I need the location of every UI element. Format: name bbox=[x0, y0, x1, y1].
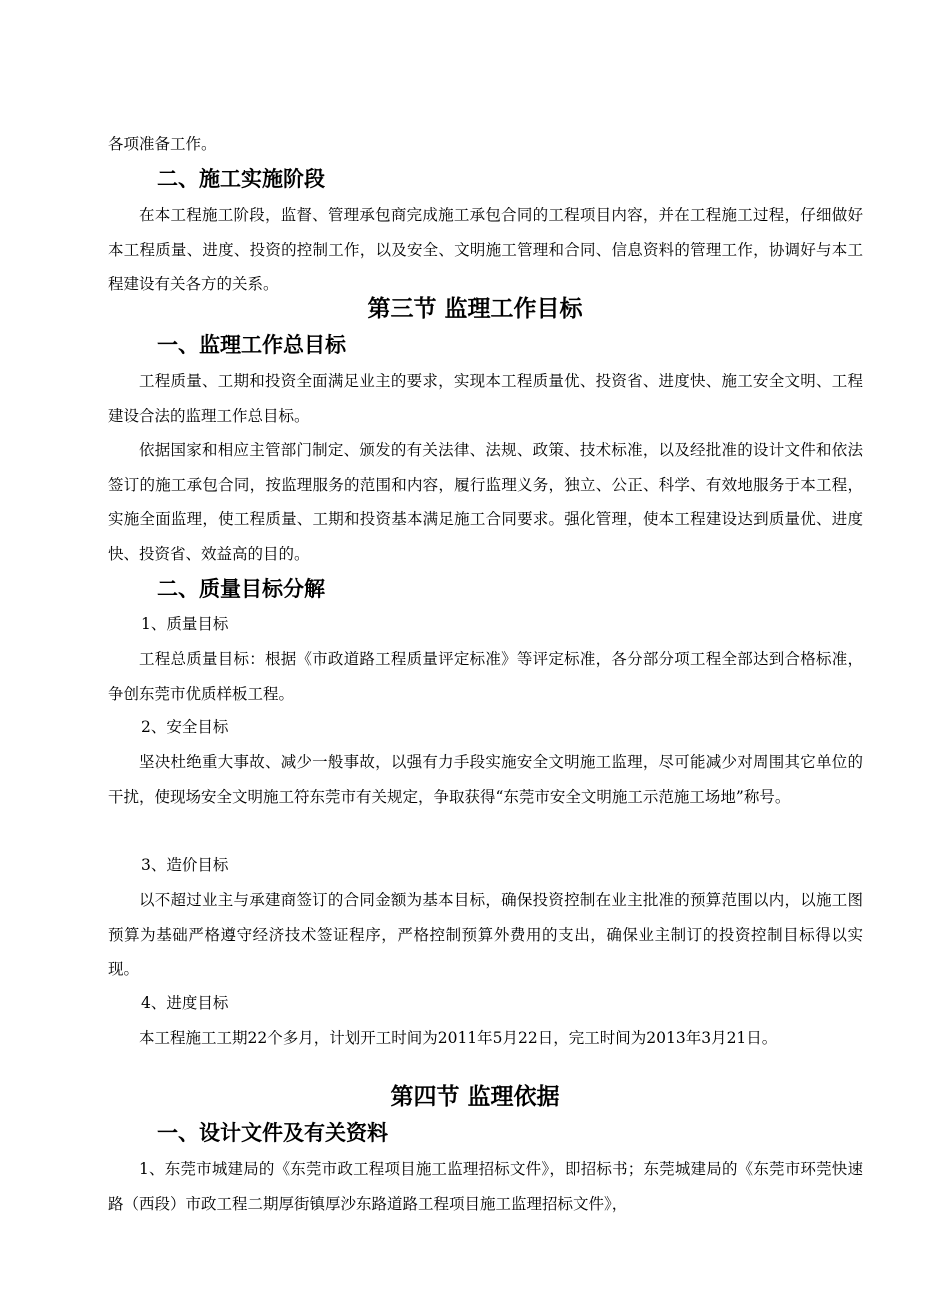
paragraph-quality-goal: 工程总质量目标：根据《市政道路工程质量评定标准》等评定标准，各分部分项工程全部达到合格标准，争创东莞市优质样板工程。 bbox=[108, 650, 863, 703]
item-quality-goal: 1、质量目标 bbox=[141, 615, 229, 633]
item-safety-goal: 2、安全目标 bbox=[141, 718, 229, 736]
paragraph-prep-work: 各项准备工作。 bbox=[108, 135, 217, 153]
paragraph-design-documents: 1、东莞市城建局的《东莞市政工程项目施工监理招标文件》，即招标书；东莞城建局的《东莞市环莞快速路（西段）市政工程二期厚街镇厚沙东路道路工程项目施工监理招标文件》， bbox=[108, 1160, 863, 1213]
item-cost-goal: 3、造价目标 bbox=[141, 856, 229, 874]
section-title-3: 第三节 监理工作目标 bbox=[367, 296, 583, 322]
paragraph-schedule-goal: 本工程施工工期22个多月，计划开工时间为2011年5月22日，完工时间为2013年3月21日。 bbox=[139, 1029, 778, 1047]
paragraph-total-goal-1: 工程质量、工期和投资全面满足业主的要求，实现本工程质量优、投资省、进度快、施工安全文明、工程建设合法的监理工作总目标。 bbox=[108, 372, 863, 425]
section-title-4: 第四节 监理依据 bbox=[390, 1084, 560, 1110]
heading-design-documents: 一、设计文件及有关资料 bbox=[157, 1121, 388, 1145]
heading-total-goal: 一、监理工作总目标 bbox=[157, 333, 346, 357]
paragraph-implementation: 在本工程施工阶段，监督、管理承包商完成施工承包合同的工程项目内容，并在工程施工过程，仔细做好本工程质量、进度、投资的控制工作，以及安全、文明施工管理和合同、信息资料的管理工作，协调好与本工程建设有关各方的关系。 bbox=[108, 206, 863, 293]
paragraph-safety-goal: 坚决杜绝重大事故、减少一般事故，以强有力手段实施安全文明施工监理，尽可能减少对周围其它单位的干扰，使现场安全文明施工符东莞市有关规定，争取获得“东莞市安全文明施工示范施工场地”称号。 bbox=[108, 753, 863, 806]
paragraph-cost-goal: 以不超过业主与承建商签订的合同金额为基本目标，确保投资控制在业主批准的预算范围以内，以施工图预算为基础严格遵守经济技术签证程序，严格控制预算外费用的支出，确保业主制订的投资控制目标得以实现。 bbox=[108, 891, 863, 978]
paragraph-total-goal-2: 依据国家和相应主管部门制定、颁发的有关法律、法规、政策、技术标准，以及经批准的设计文件和依法签订的施工承包合同，按监理服务的范围和内容，履行监理义务，独立、公正、科学、有效地服务于本工程，实施全面监理，使工程质量、工期和投资基本满足施工合同要求。强化管理，使本工程建设达到质量优、进度快、投资省、效益高的目的。 bbox=[108, 441, 863, 563]
heading-quality-breakdown: 二、质量目标分解 bbox=[157, 577, 325, 601]
item-schedule-goal: 4、进度目标 bbox=[141, 994, 229, 1012]
heading-implementation-stage: 二、施工实施阶段 bbox=[157, 167, 325, 191]
